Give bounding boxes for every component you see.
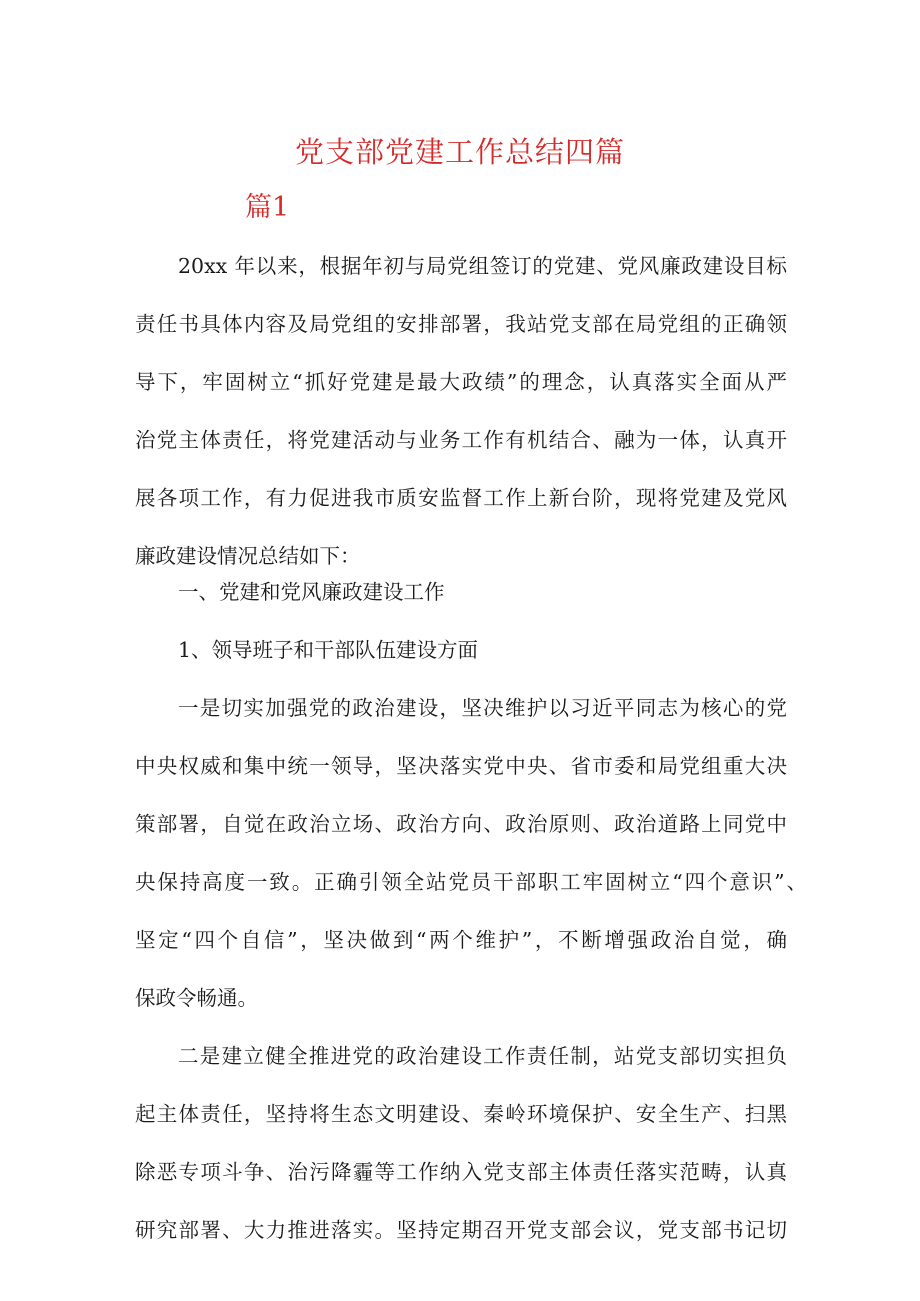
- paragraph-line: 研究部署、大力推进落实。坚持定期召开党支部会议，党支部书记切: [135, 1218, 787, 1242]
- paragraph-line: 责任书具体内容及局党组的安排部署，我站党支部在局党组的正确领: [135, 312, 787, 336]
- paragraph-line: 保政令畅通。: [135, 986, 258, 1010]
- paragraph-line: 除恶专项斗争、治污降霾等工作纳入党支部主体责任落实范畴，认真: [135, 1160, 787, 1184]
- subsection-heading: 1、领导班子和干部队伍建设方面: [178, 638, 479, 662]
- paragraph-line: 导下，牢固树立“抓好党建是最大政绩”的理念，认真落实全面从严: [135, 370, 787, 394]
- paragraph-line: 起主体责任，坚持将生态文明建设、秦岭环境保护、安全生产、扫黑: [135, 1102, 787, 1126]
- paragraph-line: 治党主体责任，将党建活动与业务工作有机结合、融为一体，认真开: [135, 428, 787, 452]
- subsection-heading: 一、党建和党风廉政建设工作: [178, 580, 445, 604]
- paragraph-line: 一是切实加强党的政治建设，坚决维护以习近平同志为核心的党: [178, 696, 787, 720]
- paragraph-line: 策部署，自觉在政治立场、政治方向、政治原则、政治道路上同党中: [135, 812, 787, 836]
- paragraph-line: 坚定“四个自信”，坚决做到“两个维护”，不断增强政治自觉，确: [135, 928, 787, 952]
- paragraph-line: 二是建立健全推进党的政治建设工作责任制，站党支部切实担负: [178, 1044, 787, 1068]
- paragraph-line: 央保持高度一致。正确引领全站党员干部职工牢固树立“四个意识”、: [135, 870, 807, 894]
- section-heading: 篇1: [245, 192, 290, 223]
- paragraph-line: 廉政建设情况总结如下：: [135, 544, 361, 568]
- paragraph-line: 展各项工作，有力促进我市质安监督工作上新台阶，现将党建及党风: [135, 486, 787, 510]
- document-title: 党支部党建工作总结四篇: [294, 135, 625, 169]
- paragraph-line: 中央权威和集中统一领导，坚决落实党中央、省市委和局党组重大决: [135, 754, 787, 778]
- paragraph-line: 20xx 年以来，根据年初与局党组签订的党建、党风廉政建设目标: [178, 254, 787, 278]
